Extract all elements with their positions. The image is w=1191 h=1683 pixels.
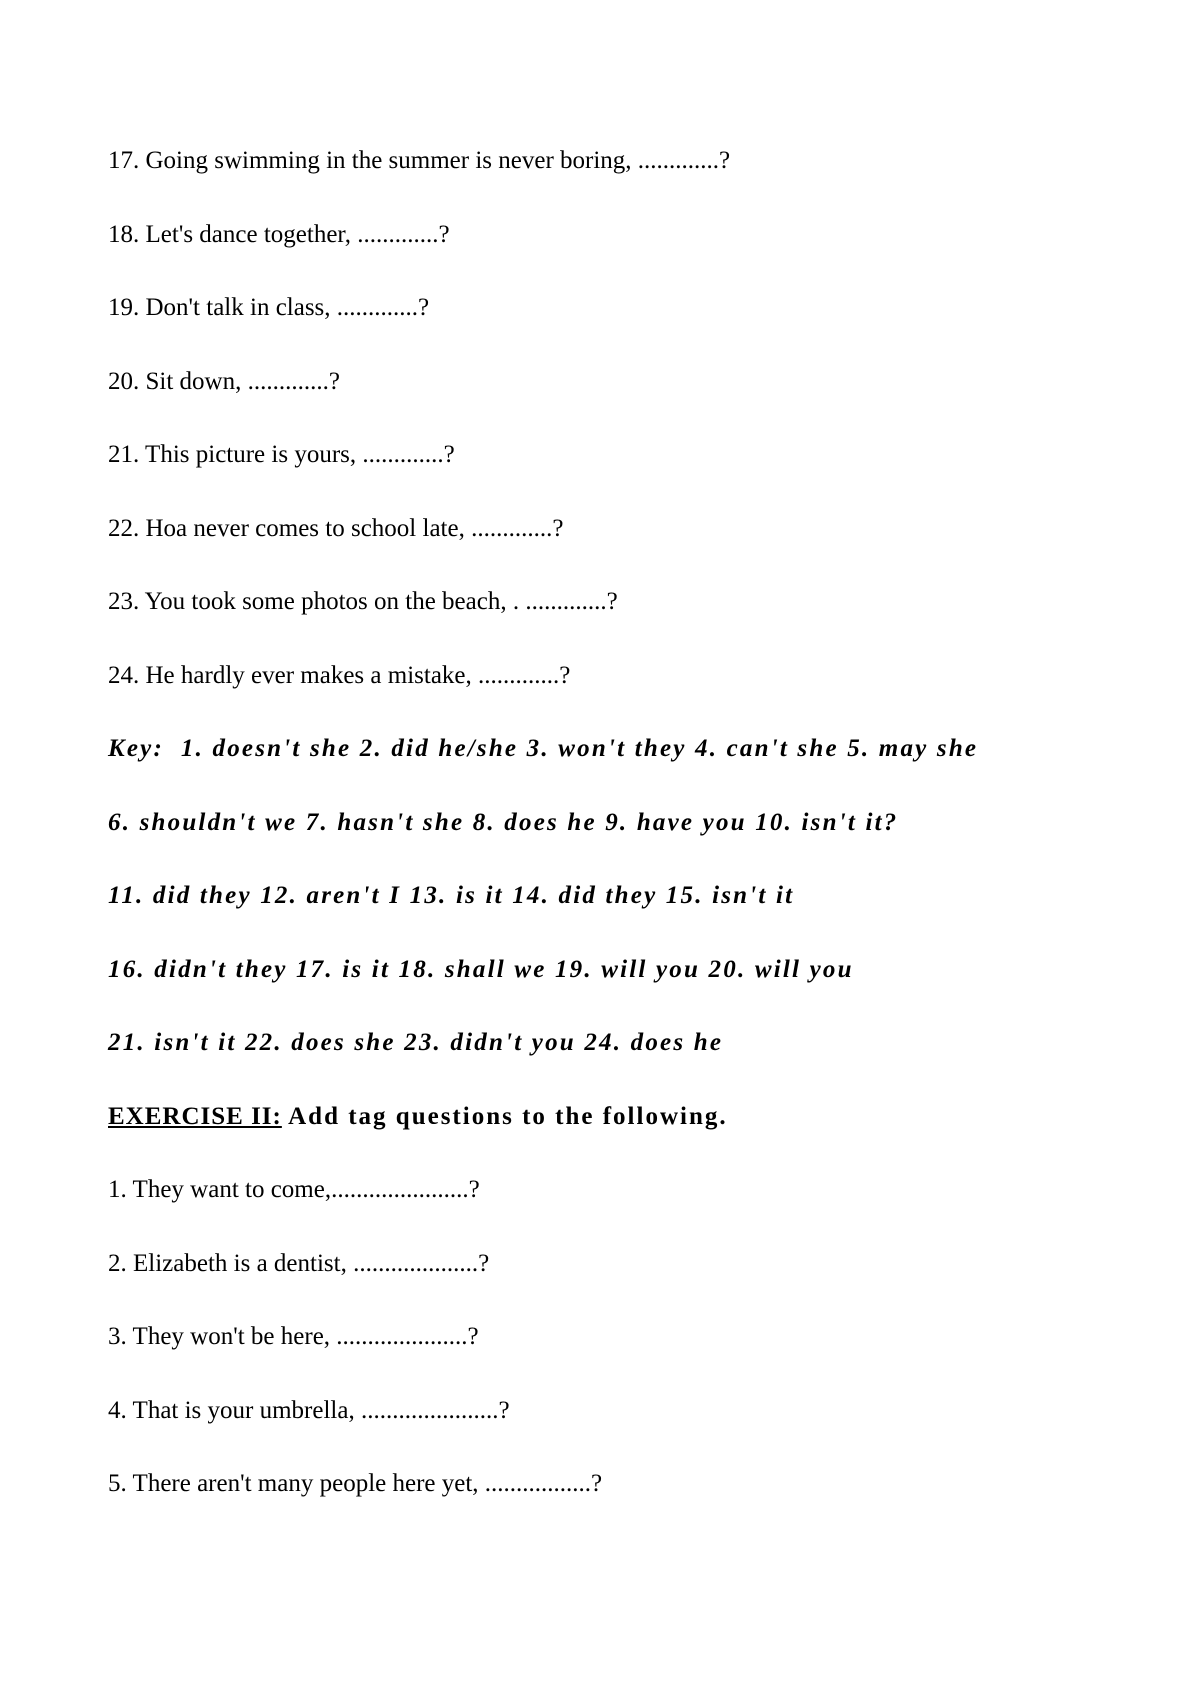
answer-key-line-5: 21. isn't it 22. does she 23. didn't you 24. does he [108, 1029, 724, 1056]
question-18: 18. Let's dance together, .............? [108, 221, 450, 248]
exercise-2-question-5: 5. There aren't many people here yet, .................? [108, 1470, 603, 1497]
answer-key-line-1 [108, 734, 978, 764]
answer-key-line-2: 6. shouldn't we 7. hasn't she 8. does he 9. have you 10. isn't it? [108, 809, 899, 836]
question-24: 24. He hardly ever makes a mistake, .............? [108, 662, 571, 689]
exercise-2-instruction: Add tag questions to the following. [288, 1103, 728, 1130]
question-19: 19. Don't talk in class, .............? [108, 294, 430, 321]
exercise-2-question-1: 1. They want to come,......................? [108, 1176, 480, 1203]
question-17: 17. Going swimming in the summer is never boring, .............? [108, 147, 731, 174]
answer-key-text-1: 1. doesn't she 2. did he/she 3. won't they 4. can't she 5. may she [180, 735, 979, 762]
answer-key-line-3: 11. did they 12. aren't I 13. is it 14. did they 15. isn't it [108, 882, 795, 909]
exercise-2-heading [108, 1102, 728, 1132]
question-21: 21. This picture is yours, .............? [108, 441, 455, 468]
question-22: 22. Hoa never comes to school late, .............? [108, 515, 564, 542]
answer-key-label: Key: [108, 735, 164, 762]
question-20: 20. Sit down, .............? [108, 368, 340, 395]
exercise-2-question-4: 4. That is your umbrella, ......................? [108, 1397, 510, 1424]
answer-key-line-4: 16. didn't they 17. is it 18. shall we 19. will you 20. will you [108, 956, 854, 983]
exercise-2-label: EXERCISE II: [108, 1103, 282, 1130]
exercise-2-question-2: 2. Elizabeth is a dentist, ....................? [108, 1250, 490, 1277]
exercise-2-question-3: 3. They won't be here, .....................? [108, 1323, 479, 1350]
question-23: 23. You took some photos on the beach, . .............? [108, 588, 618, 615]
